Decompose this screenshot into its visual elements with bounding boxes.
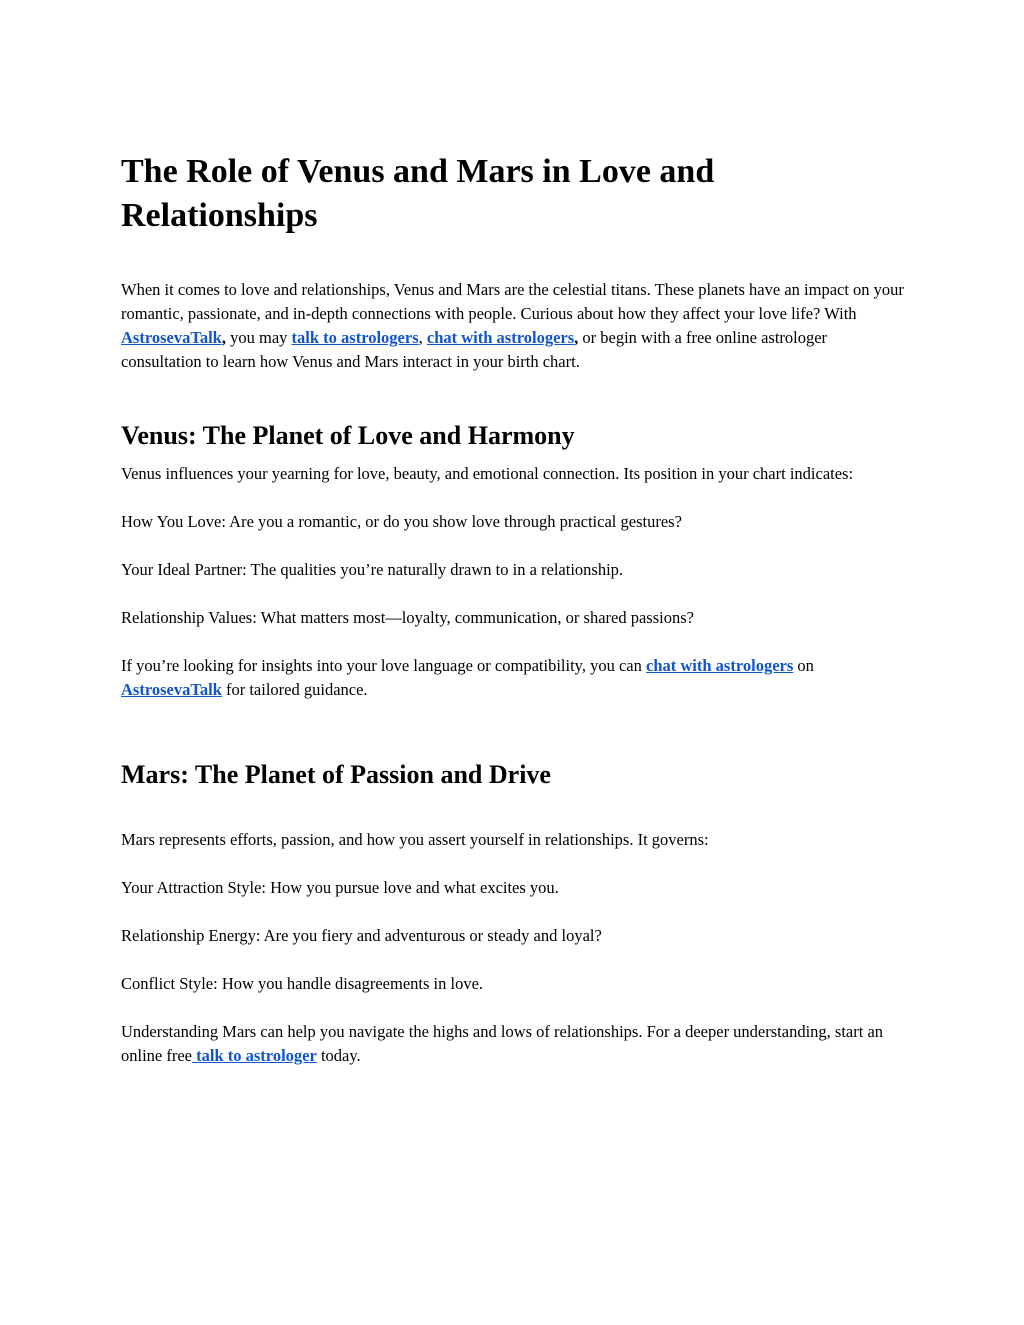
venus-p5-text-3: for tailored guidance. <box>221 680 368 699</box>
intro-comma-1: , <box>221 328 226 347</box>
venus-astrosevatalk-link[interactable]: AstrosevaTalk <box>121 680 222 699</box>
venus-how-you-love: How You Love: Are you a romantic, or do you show love through practical gestures? <box>121 512 682 531</box>
page-title: The Role of Venus and Mars in Love and Relationships <box>121 153 715 234</box>
intro-comma-2: , <box>418 328 427 347</box>
venus-ideal-partner: Your Ideal Partner: The qualities you’re naturally drawn to in a relationship. <box>121 560 624 579</box>
venus-paragraph-1: Venus influences your yearning for love, beauty, and emotional connection. Its position in your chart indicates: <box>121 464 854 483</box>
mars-conflict-style: Conflict Style: How you handle disagreements in love. <box>121 974 484 993</box>
talk-to-astrologer-link[interactable]: talk to astrologer <box>192 1046 317 1065</box>
talk-to-astrologers-link[interactable]: talk to astrologers <box>291 328 419 347</box>
intro-text-2: you may <box>225 328 292 347</box>
intro-text-1: When it comes to love and relationships, Venus and Mars are the celestial titans. These planets have an impact on your romantic, passionate, and in-depth connections with people. Curious about how they affect your love life? With <box>121 280 904 323</box>
venus-p5-text-2: on <box>793 656 814 675</box>
mars-paragraph-5 <box>121 1020 911 1068</box>
mars-heading: Mars: The Planet of Passion and Drive <box>121 760 551 789</box>
mars-attraction-style: Your Attraction Style: How you pursue love and what excites you. <box>121 878 559 897</box>
venus-relationship-values: Relationship Values: What matters most—loyalty, communication, or shared passions? <box>121 608 694 627</box>
mars-p5-text-1: Understanding Mars can help you navigate the highs and lows of relationships. For a deeper understanding, start an online free <box>121 1022 884 1065</box>
mars-paragraph-1: Mars represents efforts, passion, and how you assert yourself in relationships. It governs: <box>121 830 709 849</box>
astrosevatalk-link[interactable]: AstrosevaTalk <box>121 328 222 347</box>
venus-chat-with-astrologers-link[interactable]: chat with astrologers <box>646 656 794 675</box>
venus-heading: Venus: The Planet of Love and Harmony <box>121 421 575 450</box>
mars-relationship-energy: Relationship Energy: Are you fiery and adventurous or steady and loyal? <box>121 926 602 945</box>
venus-paragraph-5 <box>121 654 911 702</box>
intro-text-3: or begin with a free online astrologer consultation to learn how Venus and Mars interact in your birth chart. <box>121 328 828 371</box>
venus-p5-text-1: If you’re looking for insights into your love language or compatibility, you can <box>121 656 646 675</box>
document-page <box>121 150 911 1068</box>
intro-comma-3: , <box>574 328 579 347</box>
chat-with-astrologers-link[interactable]: chat with astrologers <box>426 328 575 347</box>
mars-p5-text-2: today. <box>316 1046 361 1065</box>
intro-paragraph <box>121 278 911 374</box>
